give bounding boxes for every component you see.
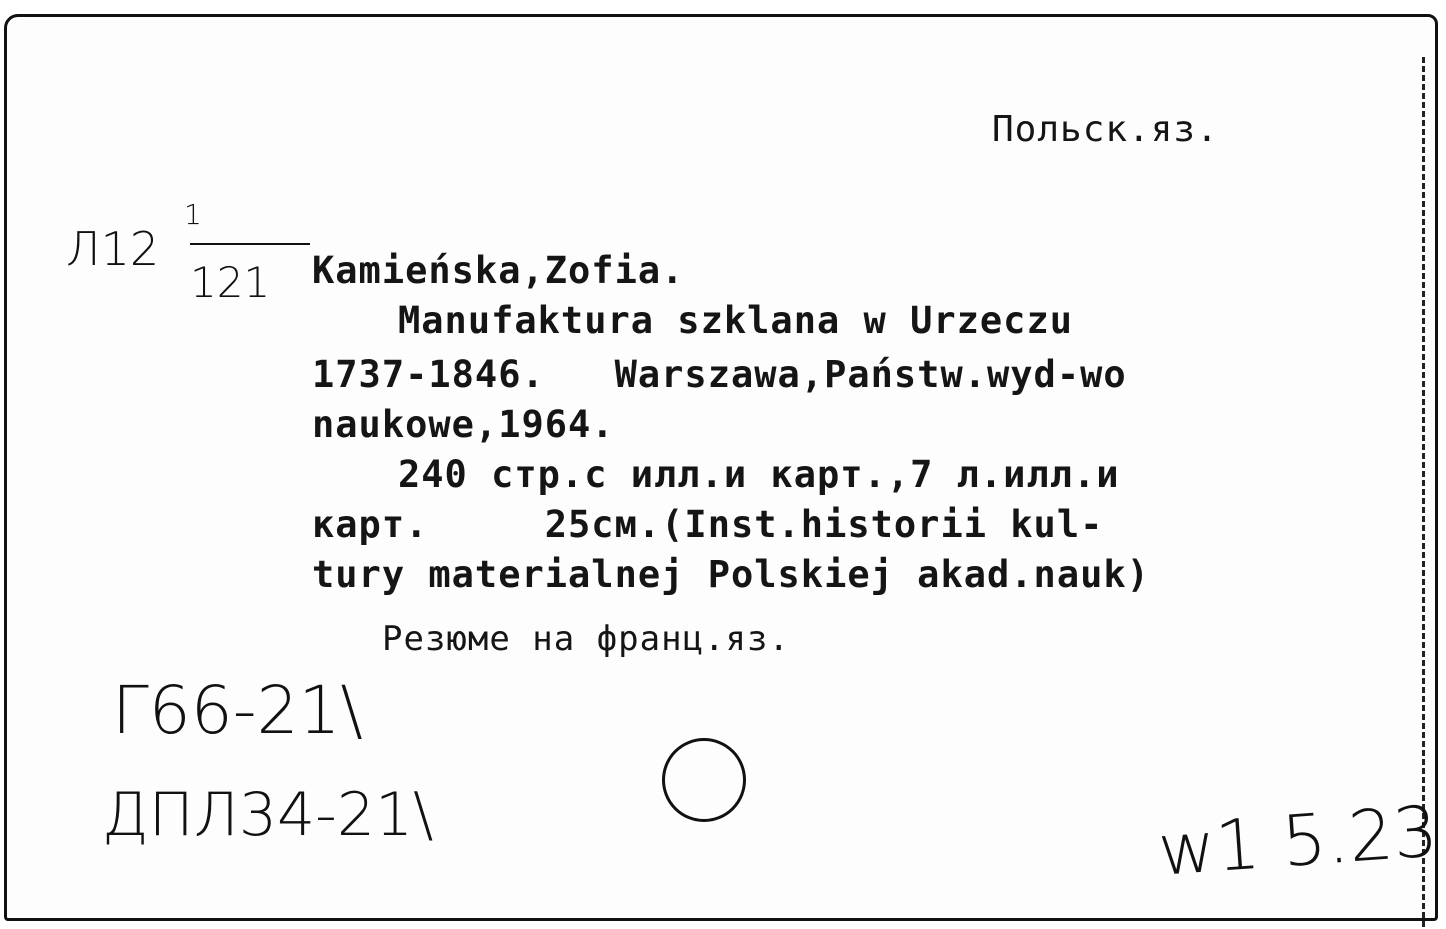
handwritten-code-2: ДПЛ34-21\ <box>102 780 434 850</box>
handwritten-number: w1 5.23 <box>1155 790 1441 892</box>
author-heading: Kamieńska,Zofia. <box>312 249 685 292</box>
shelfmark-fraction-line <box>190 243 310 245</box>
shelfmark-denominator: 121 <box>190 258 271 307</box>
stamp-circle <box>662 738 746 822</box>
physical-line-3: tury materialnej Polskiej akad.nauk) <box>312 553 1150 596</box>
title-line-3: naukowe,1964. <box>312 403 615 446</box>
summary-note: Резюме на франц.яз. <box>382 619 790 659</box>
title-line-2: 1737-1846. Warszawa,Państw.wyd-wo <box>312 353 1127 396</box>
handwritten-code-1: Г66-21\ <box>112 672 363 749</box>
shelfmark-superscript: 1 <box>184 198 202 231</box>
shelfmark-prefix: Л12 <box>66 222 160 276</box>
physical-line-1: 240 стр.с илл.и карт.,7 л.илл.и <box>398 453 1120 496</box>
language-label: Польск.яз. <box>992 109 1219 150</box>
title-line-1: Manufaktura szklana w Urzeczu <box>398 299 1074 342</box>
physical-line-2: карт. 25см.(Inst.historii kul- <box>312 503 1104 546</box>
